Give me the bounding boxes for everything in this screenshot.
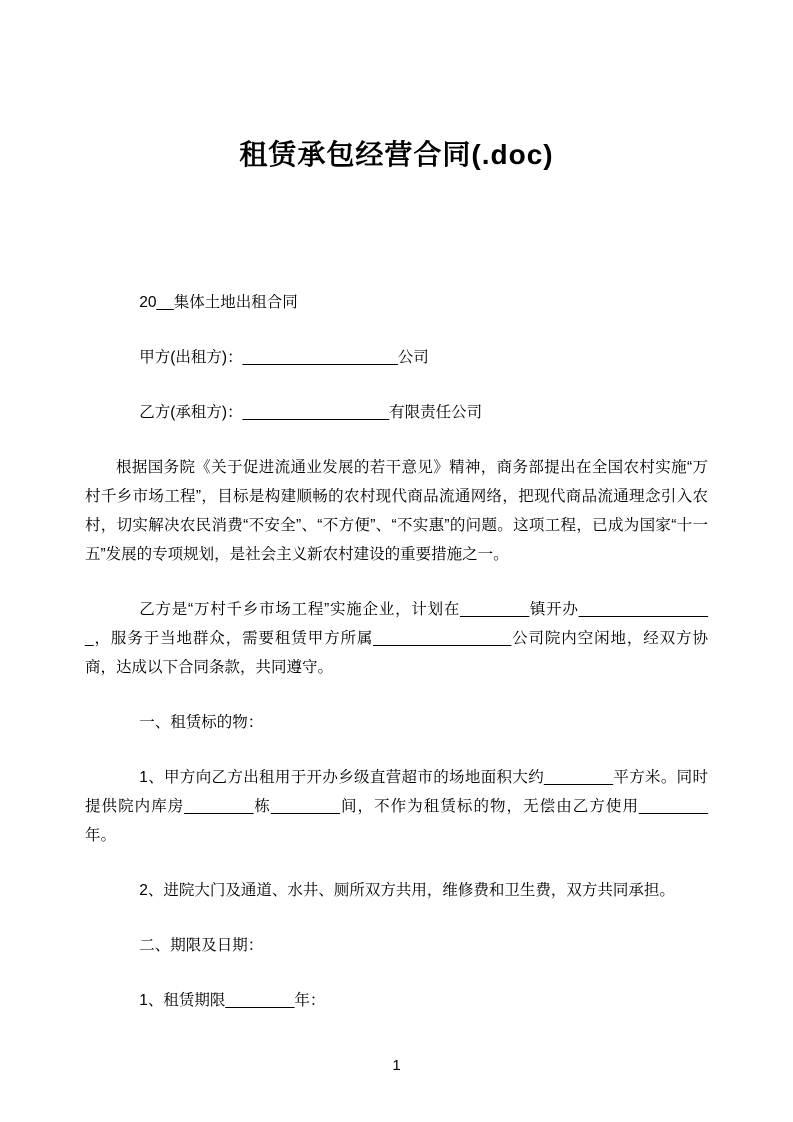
clause-1-1: 1、甲方向乙方出租用于开办乡级直营超市的场地面积大约________平方米。同时提供院内库房________栋________间，不作为租赁标的物，无偿由乙方使用________年。	[85, 769, 708, 844]
section-1-heading: 一、租赁标的物：	[139, 714, 264, 731]
plan-paragraph: 乙方是“万村千乡市场工程”实施企业，计划在________镇开办________________，服务于当地群众，需要租赁甲方所属________________公司院内空闲地，经双方协商，达成以下合同条款，共同遵守。	[85, 601, 708, 676]
section-2-heading: 二、期限及日期：	[139, 937, 264, 954]
clause-1-2: 2、进院大门及通道、水井、厕所双方共用，维修费和卫生费，双方共同承担。	[139, 882, 675, 899]
clause-2-1: 1、租赁期限________年：	[139, 992, 326, 1009]
document-title: 租赁承包经营合同(.doc)	[239, 139, 554, 170]
doc-subtitle: 20__集体土地出租合同	[139, 294, 298, 311]
party-a-line: 甲方(出租方)：__________________公司	[139, 349, 429, 366]
party-b-line: 乙方(承租方)：_________________有限责任公司	[139, 404, 483, 421]
intro-paragraph: 根据国务院《关于促进流通业发展的若干意见》精神，商务部提出在全国农村实施“万村千乡市场工程”，目标是构建顺畅的农村现代商品流通网络，把现代商品流通理念引入农村，切实解决农民消费“不安全”、“不方便”、“不实惠”的问题。这项工程，已成为国家“十一五”发展的专项规划，是社会主义新农村建设的重要措施之一。	[85, 459, 708, 563]
page-number: 1	[392, 1057, 401, 1074]
